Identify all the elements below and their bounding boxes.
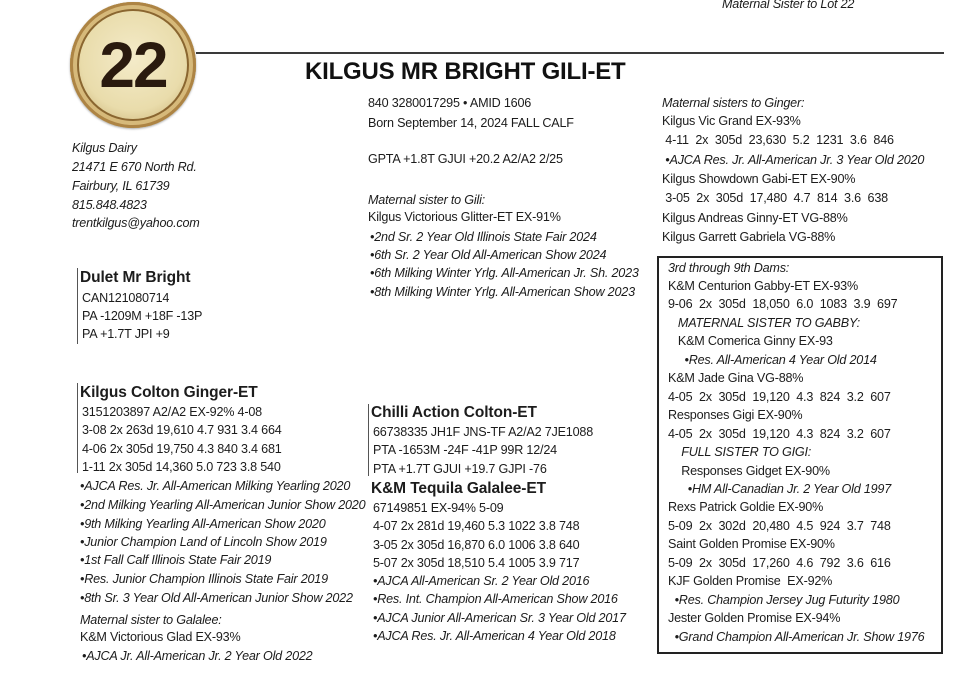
animal-gpta: GPTA +1.8T GJUI +20.2 A2/A2 2/25	[368, 152, 563, 166]
mgs-name: Chilli Action Colton-ET	[371, 404, 537, 421]
granddam-honor: •AJCA All-American Sr. 2 Year Old 2016	[373, 574, 590, 588]
granddam-name: K&M Tequila Galalee-ET	[371, 480, 546, 497]
dams-box-line: Responses Gidget EX-90%	[668, 463, 830, 478]
gili-sister-name: Kilgus Victorious Glitter-ET EX-91%	[368, 210, 561, 224]
lot-number: 22	[99, 29, 167, 101]
granddam-line: 67149851 EX-94% 5-09	[373, 501, 504, 515]
dams-box-line: Jester Golden Promise EX-94%	[668, 611, 841, 626]
breeder-phone: 815.848.4823	[72, 198, 147, 212]
breeder-city: Fairbury, IL 61739	[72, 179, 170, 193]
dams-box-line: KJF Golden Promise EX-92%	[668, 574, 833, 589]
mgs-line: PTA -1653M -24F -41P 99R 12/24	[373, 443, 557, 457]
dams-box-line: K&M Centurion Gabby-ET EX-93%	[668, 279, 858, 293]
ginger-sister-line: Kilgus Showdown Gabi-ET EX-90%	[662, 171, 856, 186]
dam-line: 4-06 2x 305d 19,750 4.3 840 3.4 681	[82, 442, 282, 456]
ginger-sister-line: Kilgus Andreas Ginny-ET VG-88%	[662, 210, 848, 225]
ginger-sister-line: 4-11 2x 305d 23,630 5.2 1231 3.6 846	[662, 133, 894, 148]
dam-name: Kilgus Colton Ginger-ET	[80, 384, 258, 401]
dams-box-line: Saint Golden Promise EX-90%	[668, 537, 835, 552]
dams-box-line: •Res. All-American 4 Year Old 2014	[668, 352, 877, 367]
mgs-line: 66738335 JH1F JNS-TF A2/A2 7JE1088	[373, 425, 594, 439]
top-note: Maternal Sister to Lot 22	[722, 0, 855, 11]
breeder-address: 21471 E 670 North Rd.	[72, 160, 197, 174]
dams-box-line: 4-05 2x 305d 19,120 4.3 824 3.2 607	[668, 426, 891, 441]
dams-box-line: FULL SISTER TO GIGI:	[668, 445, 812, 460]
gili-sister-honor: •6th Sr. 2 Year Old All-American Show 2024	[370, 248, 607, 262]
sire-line: PA -1209M +18F -13P	[82, 309, 203, 323]
dams-box-line: •Grand Champion All-American Jr. Show 1976	[668, 629, 925, 644]
header-rule	[196, 52, 944, 54]
sire-line: CAN121080714	[82, 291, 170, 305]
gili-sister-honor: •2nd Sr. 2 Year Old Illinois State Fair 2024	[370, 230, 597, 244]
animal-born: Born September 14, 2024 FALL CALF	[368, 116, 574, 130]
granddam-honor: •AJCA Res. Jr. All-American 4 Year Old 2018	[373, 629, 616, 643]
granddam-honor: •AJCA Junior All-American Sr. 3 Year Old 2017	[373, 611, 626, 625]
dams-box-heading: 3rd through 9th Dams:	[668, 261, 790, 275]
dams-box-line: 9-06 2x 305d 18,050 6.0 1083 3.9 697	[668, 297, 898, 312]
pedigree-bracket	[368, 404, 369, 476]
granddam-line: 3-05 2x 305d 16,870 6.0 1006 3.8 640	[373, 538, 580, 552]
dams-box-line: MATERNAL SISTER TO GABBY:	[668, 315, 860, 330]
sire-name: Dulet Mr Bright	[80, 269, 191, 286]
pedigree-bracket	[77, 268, 78, 344]
ginger-sister-line: •AJCA Res. Jr. All-American Jr. 3 Year Old 2020	[662, 152, 925, 167]
pedigree-bracket	[77, 383, 78, 473]
dam-line: 3-08 2x 263d 19,610 4.7 931 3.4 664	[82, 423, 282, 437]
granddam-line: 5-07 2x 305d 18,510 5.4 1005 3.9 717	[373, 556, 580, 570]
breeder-name: Kilgus Dairy	[72, 141, 137, 155]
dam-honor: •9th Milking Yearling All-American Show 2020	[80, 517, 326, 531]
ginger-sister-line: Kilgus Garrett Gabriela VG-88%	[662, 229, 836, 244]
gili-sister-honor: •6th Milking Winter Yrlg. All-American Jr. Sh. 2023	[370, 266, 639, 280]
dams-box-line: 5-09 2x 302d 20,480 4.5 924 3.7 748	[668, 518, 891, 533]
lot-number-badge	[70, 2, 196, 128]
dams-box-line: •HM All-Canadian Jr. 2 Year Old 1997	[668, 481, 892, 496]
dams-box-line: K&M Jade Gina VG-88%	[668, 371, 804, 386]
dams-box-line: 4-05 2x 305d 19,120 4.3 824 3.2 607	[668, 389, 891, 404]
galalee-sister-name: K&M Victorious Glad EX-93%	[80, 630, 241, 644]
animal-ids: 840 3280017295 • AMID 1606	[368, 96, 532, 110]
mgs-line: PTA +1.7T GJUI +19.7 GJPI -76	[373, 462, 547, 476]
animal-name: KILGUS MR BRIGHT GILI-ET	[305, 58, 626, 85]
dam-honor: •Junior Champion Land of Lincoln Show 2019	[80, 535, 327, 549]
dam-honor: •2nd Milking Yearling All-American Junior Show 2020	[80, 498, 366, 512]
dam-line: 3151203897 A2/A2 EX-92% 4-08	[82, 405, 262, 419]
granddam-line: 4-07 2x 281d 19,460 5.3 1022 3.8 748	[373, 519, 580, 533]
dams-box-line: K&M Comerica Ginny EX-93	[668, 334, 833, 349]
gili-sister-heading: Maternal sister to Gili:	[368, 193, 485, 207]
galalee-sister-heading: Maternal sister to Galalee:	[80, 613, 222, 627]
breeder-email: trentkilgus@yahoo.com	[72, 216, 200, 230]
sire-line: PA +1.7T JPI +9	[82, 327, 170, 341]
dams-box-line: Responses Gigi EX-90%	[668, 408, 803, 423]
dams-box-line: •Res. Champion Jersey Jug Futurity 1980	[668, 592, 900, 607]
gili-sister-honor: •8th Milking Winter Yrlg. All-American Show 2023	[370, 285, 635, 299]
ginger-sisters-heading: Maternal sisters to Ginger:	[662, 96, 805, 110]
dams-box-line: Rexs Patrick Goldie EX-90%	[668, 500, 824, 515]
dam-honor: •AJCA Res. Jr. All-American Milking Yearling 2020	[80, 479, 351, 493]
dam-line: 1-11 2x 305d 14,360 5.0 723 3.8 540	[82, 460, 281, 474]
dams-box-line: 5-09 2x 305d 17,260 4.6 792 3.6 616	[668, 555, 891, 570]
dam-honor: •8th Sr. 3 Year Old All-American Junior Show 2022	[80, 591, 353, 605]
dam-honor: •Res. Junior Champion Illinois State Fair 2019	[80, 572, 328, 586]
granddam-honor: •Res. Int. Champion All-American Show 2016	[373, 592, 618, 606]
ginger-sister-line: Kilgus Vic Grand EX-93%	[662, 114, 801, 128]
galalee-sister-honor: •AJCA Jr. All-American Jr. 2 Year Old 2022	[82, 649, 313, 663]
dam-honor: •1st Fall Calf Illinois State Fair 2019	[80, 553, 272, 567]
ginger-sister-line: 3-05 2x 305d 17,480 4.7 814 3.6 638	[662, 191, 888, 206]
